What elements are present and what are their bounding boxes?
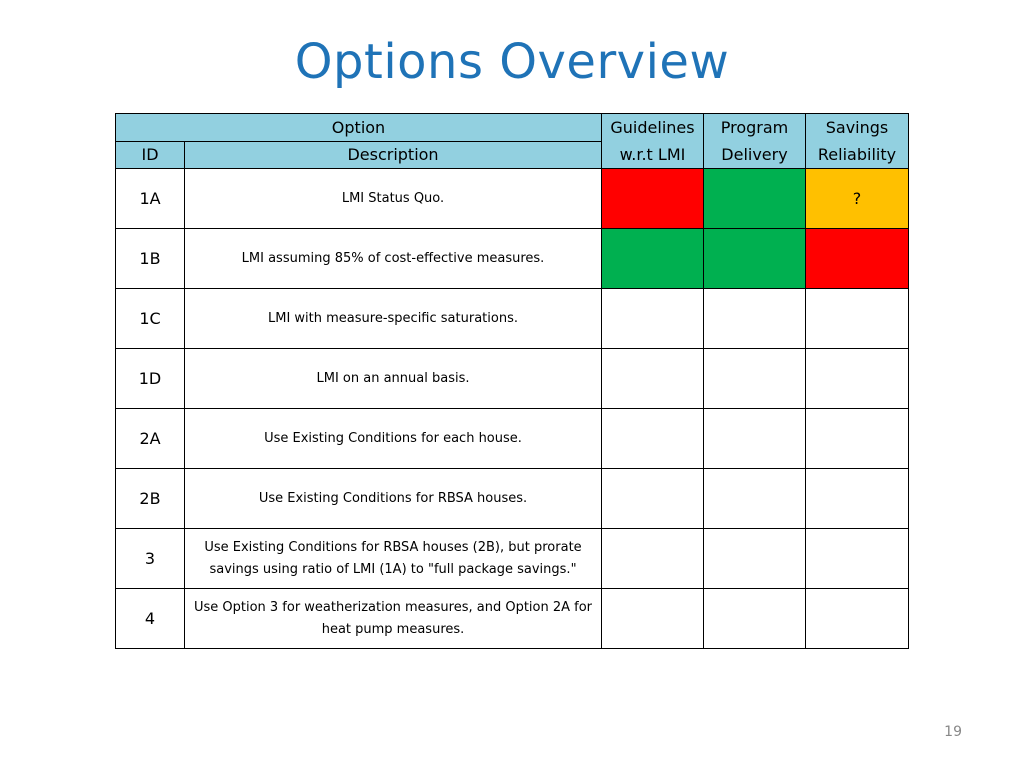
page-number: 19 xyxy=(944,724,962,740)
guidelines-rating-cell xyxy=(602,469,704,529)
option-description-cell: Use Existing Conditions for RBSA houses. xyxy=(185,469,602,529)
option-id-cell: 1C xyxy=(116,289,185,349)
savings-reliability-rating-cell xyxy=(806,589,909,649)
option-id-cell: 2A xyxy=(116,409,185,469)
option-description-cell: Use Option 3 for weatherization measures, and Option 2A for heat pump measures. xyxy=(185,589,602,649)
option-description-cell: Use Existing Conditions for each house. xyxy=(185,409,602,469)
option-group-header: Option xyxy=(116,114,602,142)
savings-reliability-rating-cell xyxy=(806,229,909,289)
savings-reliability-rating-cell xyxy=(806,529,909,589)
table-row xyxy=(116,469,909,529)
guidelines-column-header: Guidelines w.r.t LMI xyxy=(602,114,704,169)
guidelines-rating-cell xyxy=(602,169,704,229)
table-row xyxy=(116,409,909,469)
program-delivery-rating-cell xyxy=(704,169,806,229)
table-row xyxy=(116,169,909,229)
program-delivery-rating-cell xyxy=(704,529,806,589)
option-id-cell: 1D xyxy=(116,349,185,409)
savings-reliability-rating-cell xyxy=(806,349,909,409)
savings-reliability-rating-cell xyxy=(806,469,909,529)
program-delivery-column-header: Program Delivery xyxy=(704,114,806,169)
savings-reliability-column-header: Savings Reliability xyxy=(806,114,909,169)
table-row xyxy=(116,349,909,409)
guidelines-rating-cell xyxy=(602,349,704,409)
option-description-cell: LMI assuming 85% of cost-effective measures. xyxy=(185,229,602,289)
guidelines-rating-cell xyxy=(602,529,704,589)
options-table xyxy=(115,113,909,649)
savings-reliability-rating-cell: ? xyxy=(806,169,909,229)
option-description-cell: Use Existing Conditions for RBSA houses (2B), but prorate savings using ratio of LMI (1A) to "full package savings." xyxy=(185,529,602,589)
option-id-cell: 3 xyxy=(116,529,185,589)
program-delivery-rating-cell xyxy=(704,349,806,409)
savings-reliability-rating-cell xyxy=(806,289,909,349)
program-delivery-rating-cell xyxy=(704,409,806,469)
guidelines-rating-cell xyxy=(602,589,704,649)
slide-title: Options Overview xyxy=(294,34,730,90)
savings-reliability-rating-cell xyxy=(806,409,909,469)
program-delivery-rating-cell xyxy=(704,469,806,529)
option-id-cell: 2B xyxy=(116,469,185,529)
description-column-header: Description xyxy=(185,141,602,169)
option-description-cell: LMI Status Quo. xyxy=(185,169,602,229)
guidelines-rating-cell xyxy=(602,229,704,289)
table-row xyxy=(116,589,909,649)
table-row xyxy=(116,529,909,589)
guidelines-rating-cell xyxy=(602,409,704,469)
option-description-cell: LMI on an annual basis. xyxy=(185,349,602,409)
option-id-cell: 1A xyxy=(116,169,185,229)
option-id-cell: 4 xyxy=(116,589,185,649)
option-id-cell: 1B xyxy=(116,229,185,289)
option-description-cell: LMI with measure-specific saturations. xyxy=(185,289,602,349)
guidelines-rating-cell xyxy=(602,289,704,349)
table-row xyxy=(116,289,909,349)
program-delivery-rating-cell xyxy=(704,289,806,349)
program-delivery-rating-cell xyxy=(704,229,806,289)
program-delivery-rating-cell xyxy=(704,589,806,649)
id-column-header: ID xyxy=(116,141,185,169)
table-row xyxy=(116,229,909,289)
